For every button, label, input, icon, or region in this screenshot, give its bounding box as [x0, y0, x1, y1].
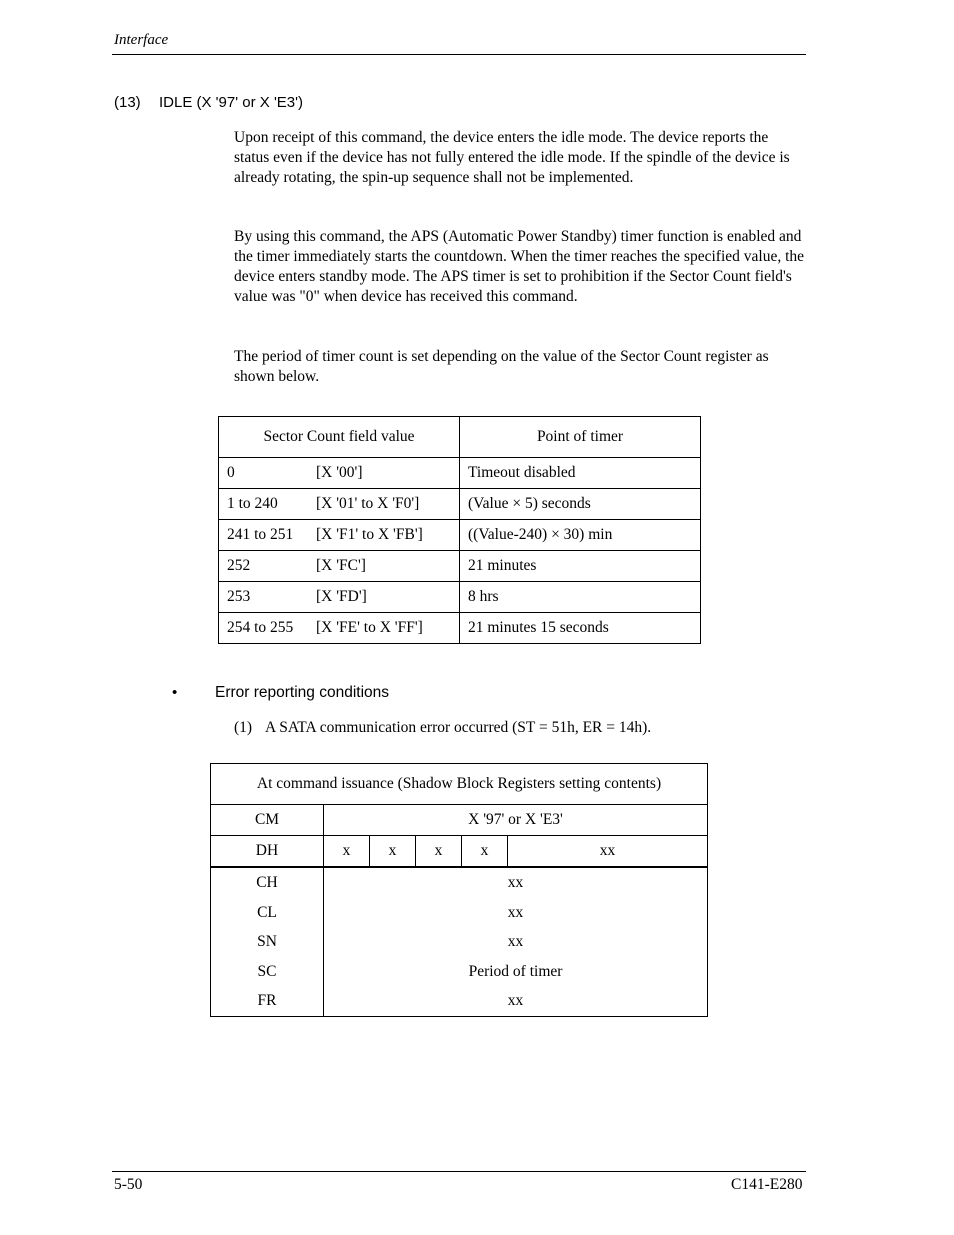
sector-count-cell [219, 489, 460, 520]
sector-count-hex: [X 'FE' to X 'FF'] [316, 619, 423, 636]
table-row [219, 520, 701, 551]
register-value: Period of timer [468, 962, 563, 980]
table-row [219, 551, 701, 582]
error-item-text: A SATA communication error occurred (ST = 51h, ER = 14h). [265, 719, 652, 736]
table-row [219, 582, 701, 613]
error-item-number: (1) [234, 719, 253, 736]
register-names [211, 867, 324, 1016]
timer-cell: 21 minutes [460, 551, 701, 582]
running-header: Interface [114, 32, 169, 48]
sector-count-cell [219, 520, 460, 551]
timer-table [218, 416, 701, 644]
timer-cell: Timeout disabled [460, 458, 701, 489]
register-table-caption: At command issuance (Shadow Block Registers setting contents) [211, 764, 708, 805]
register-name: SN [257, 933, 277, 951]
sector-count-value: 253 [227, 588, 251, 605]
register-name: CM [211, 805, 324, 836]
dh-bit: x [370, 836, 416, 868]
footer-rule [112, 1171, 806, 1172]
sector-count-value: 241 to 251 [227, 526, 294, 543]
section-number: (13) [114, 94, 141, 111]
register-table [210, 763, 708, 1017]
timer-cell: ((Value-240) × 30) min [460, 520, 701, 551]
sector-count-hex: [X 'F1' to X 'FB'] [316, 526, 423, 543]
paragraph-idle-mode: Upon receipt of this command, the device enters the idle mode. The device reports the status even if the device has not fully entered the idle mode. If the spindle of the device is already rotating, the spin-up sequence shall not be implemented. [234, 129, 790, 186]
timer-cell: 21 minutes 15 seconds [460, 613, 701, 644]
register-value: X '97' or X 'E3' [324, 805, 708, 836]
page-number: 5-50 [114, 1176, 143, 1193]
timer-table-header [219, 417, 701, 458]
sector-count-value: 1 to 240 [227, 495, 278, 512]
register-value: xx [507, 992, 524, 1010]
sector-count-hex: [X 'FD'] [316, 588, 367, 605]
sector-count-hex: [X 'FC'] [316, 557, 366, 574]
paragraph-timer-period: The period of timer count is set depending on the value of the Sector Count register as shown below. [234, 348, 769, 385]
timer-cell: (Value × 5) seconds [460, 489, 701, 520]
register-name: CH [256, 874, 278, 891]
register-name: CL [257, 903, 277, 921]
register-row-dh [211, 836, 708, 868]
dh-bit: x [462, 836, 508, 868]
header-point-of-timer: Point of timer [460, 417, 701, 458]
register-name: DH [211, 836, 324, 868]
table-row [219, 489, 701, 520]
dh-rest: xx [508, 836, 708, 868]
register-value: xx [507, 933, 524, 951]
dh-bit: x [416, 836, 462, 868]
register-rows-block [211, 867, 708, 1016]
table-row [219, 458, 701, 489]
header-sector-count: Sector Count field value [219, 417, 460, 458]
sector-count-value: 252 [227, 557, 251, 574]
register-values [324, 867, 708, 1016]
dh-bit: x [324, 836, 370, 868]
paragraph-aps-timer: By using this command, the APS (Automatic Power Standby) timer function is enabled and the timer immediately starts the countdown. When the timer reaches the specified value, the device enters standby mode. The APS timer is set to prohibition if the Sector Count field's value was "0" when device has received this command. [234, 228, 805, 305]
sector-count-value: 254 to 255 [227, 619, 294, 636]
register-name: FR [257, 992, 277, 1010]
sector-count-cell [219, 458, 460, 489]
sector-count-hex: [X '01' to X 'F0'] [316, 495, 420, 512]
section-heading [114, 94, 303, 111]
sector-count-cell [219, 613, 460, 644]
error-item [234, 719, 651, 737]
sector-count-hex: [X '00'] [316, 464, 363, 481]
register-row-cm [211, 805, 708, 836]
bullet-icon: • [172, 684, 178, 701]
timer-cell: 8 hrs [460, 582, 701, 613]
register-name: SC [257, 962, 277, 980]
section-title: IDLE (X '97' or X 'E3') [159, 94, 304, 111]
table-row [219, 613, 701, 644]
error-section-title: Error reporting conditions [215, 684, 390, 701]
register-value: xx [507, 874, 524, 891]
sector-count-value: 0 [227, 464, 235, 481]
document-id: C141-E280 [731, 1176, 803, 1193]
header-rule [112, 54, 806, 55]
register-value: xx [507, 903, 524, 921]
sector-count-cell [219, 582, 460, 613]
sector-count-cell [219, 551, 460, 582]
